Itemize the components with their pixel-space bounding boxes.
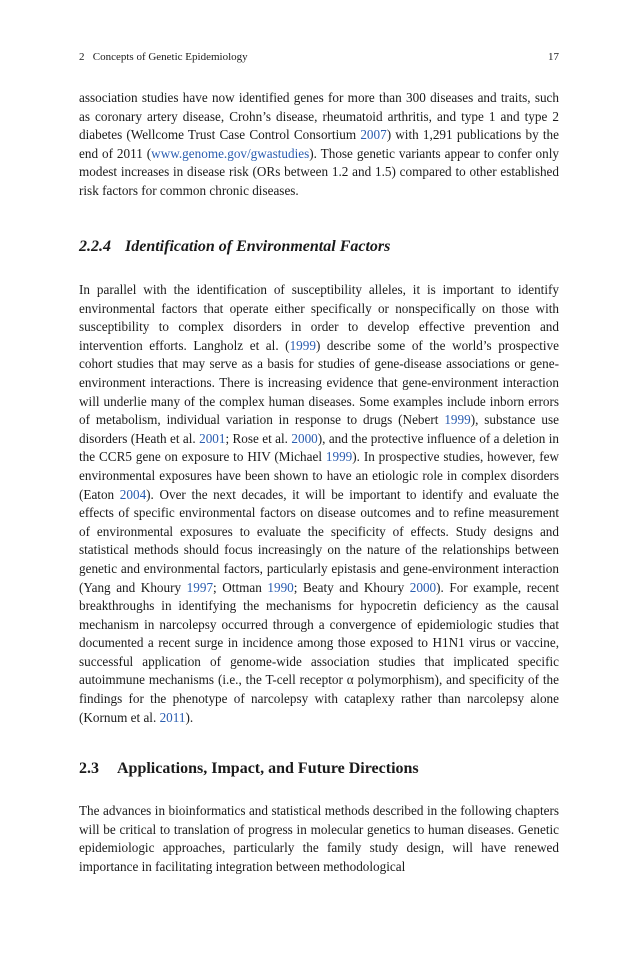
- citation-link[interactable]: 2011: [159, 709, 186, 725]
- running-head-title: 2 Concepts of Genetic Epidemiology: [79, 51, 248, 63]
- section-heading-2-3: [79, 760, 559, 778]
- text-run: ). For example, recent breakthroughs in identifying the mechanisms for hypocretin deficiency as the causal mechanism in narcolepsy occurred through a convergence of epidemiologic studies that documented a recent surge in incidence among those exposed to H1N1 virus or vaccine, successful application of genome-wide association studies that implicated specific autoimmune mechanisms (i.e., the T-cell receptor α polymorphism), and specificity of the findings for the phenotype of narcolepsy with cataplexy rather than narcolepsy alone (Kornum et al.: [79, 579, 559, 725]
- text-run: ) with 1,291 publications by the end of 2011 (: [79, 127, 559, 161]
- citation-link[interactable]: 1997: [186, 579, 214, 595]
- paragraph-intro: [79, 89, 559, 201]
- text-run: ; Rose et al.: [225, 430, 292, 446]
- citation-link[interactable]: www.genome.gov/gwastudies: [151, 145, 310, 161]
- text-run: ) describe some of the world’s prospective cohort studies that may serve as a basis for studies of gene-disease associations or gene-environment interactions. There is increasing evidence that gene-environment interaction will underlie many of the complex human diseases. Some examples include inborn errors of metabolism, individual variation in response to drugs (Nebert: [79, 337, 559, 428]
- section-number: 2.2.4: [79, 238, 111, 255]
- citation-link[interactable]: 1999: [289, 337, 316, 353]
- paragraph-environmental-factors: [79, 281, 559, 727]
- section-number: 2.3: [79, 760, 99, 777]
- citation-link[interactable]: 2000: [409, 579, 437, 595]
- text-run: ), substance use disorders (Heath et al.: [79, 412, 559, 446]
- citation-link[interactable]: 2007: [360, 127, 387, 143]
- text-run: In parallel with the identification of susceptibility alleles, it is important to identify environmental factors that operate either specifically or nonspecifically on those with susceptibility to complex disorders in order to develop effective prevention and intervention efforts. Langholz et al. (: [79, 282, 559, 353]
- citation-link[interactable]: 1999: [325, 449, 353, 465]
- text-run: ). Those genetic variants appear to confer only modest increases in disease risk (ORs between 1.2 and 1.5) compared to other established risk factors for common chronic diseases.: [79, 145, 559, 198]
- paragraph-text: [79, 802, 559, 876]
- section-title: Identification of Environmental Factors: [125, 238, 391, 255]
- paragraph-text: [79, 89, 559, 201]
- text-run: ), and the protective influence of a deletion in the CCR5 gene on exposure to HIV (Michael: [79, 430, 560, 465]
- text-run: ). In prospective studies, however, few environmental exposures have been shown to have an etiologic role in complex disorders (Eaton: [79, 449, 559, 502]
- citation-link[interactable]: 2001: [199, 430, 226, 446]
- text-run: association studies have now identified genes for more than 300 diseases and traits, such as coronary artery disease, Crohn’s disease, rheumatoid arthritis, and type 1 and type 2 diabetes (Wellcome Trust Case Control Consortium: [79, 90, 559, 143]
- citation-link[interactable]: 2000: [291, 430, 318, 446]
- text-run: The advances in bioinformatics and statistical methods described in the following chapters will be critical to translation of progress in molecular genetics to human diseases. Genetic epidemiologic approaches, particularly the family study design, will have renewed importance in facilitating integration between methodological: [79, 803, 559, 874]
- paragraph-text: [79, 281, 559, 727]
- section-title: Applications, Impact, and Future Directions: [117, 760, 419, 777]
- text-run: ; Beaty and Khoury: [293, 579, 410, 595]
- citation-link[interactable]: 1999: [444, 412, 471, 428]
- page-number: 17: [548, 51, 559, 63]
- text-run: ; Ottman: [213, 579, 268, 595]
- section-heading-2-2-4: [79, 238, 559, 256]
- paragraph-applications: [79, 802, 559, 876]
- text-run: ). Over the next decades, it will be important to identify and evaluate the effects of specific environmental factors on disease outcomes and to refine measurement of environmental exposures to evaluate the specificity of effects. Study designs and statistical methods should focus increasingly on the nature of the relationships between genetic and environmental factors, particularly epistasis and gene-environment interaction (Yang and Khoury: [79, 486, 559, 595]
- citation-link[interactable]: 1990: [267, 579, 294, 595]
- citation-link[interactable]: 2004: [119, 486, 147, 502]
- text-run: ).: [185, 709, 194, 725]
